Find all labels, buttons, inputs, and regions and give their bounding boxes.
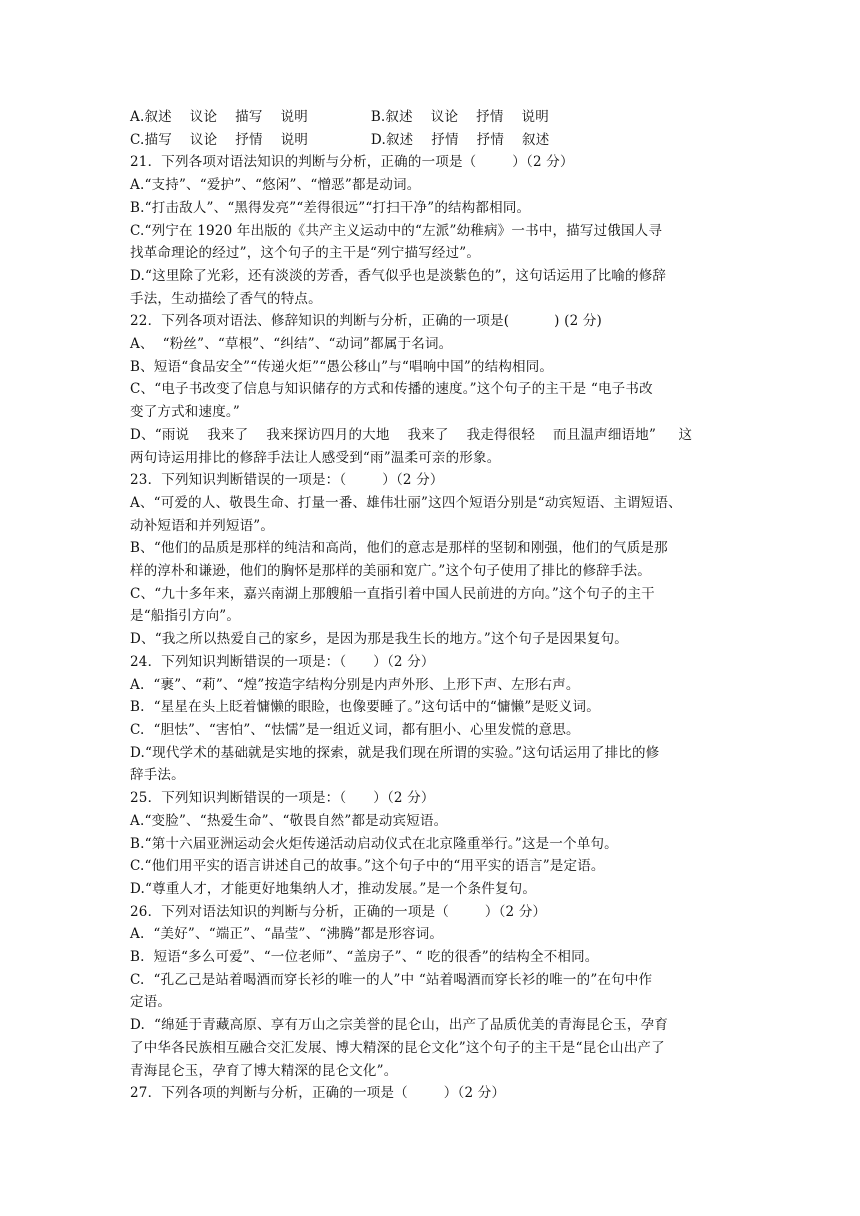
text-line: 27．下列各项的判断与分析，正确的一项是（ ）（2 分）: [130, 1085, 506, 1102]
text-line: 两句诗运用排比的修辞手法让人感受到“雨”温柔可亲的形象。: [130, 449, 501, 466]
text-line: 22．下列各项对语法、修辞知识的判断与分析，正确的一项是( ) (2 分): [130, 313, 603, 330]
text-line: C. “孔乙己是站着喝酒而穿长衫的唯一的人”中 “站着喝酒而穿长衫的唯一的”在句中作: [130, 971, 653, 988]
text-line: A. “裹”、“莉”、“煌”按造字结构分别是内声外形、上形下声、左形右声。: [130, 676, 580, 693]
text-line: 26．下列对语法知识的判断与分析，正确的一项是（ ）（2 分）: [130, 903, 547, 920]
text-line: B. 短语“多么可爱”、“一位老师”、“盖房子”、“ 吃的很香”的结构全不相同。: [130, 949, 599, 966]
text-line: 手法，生动描绘了香气的特点。: [130, 290, 322, 307]
text-line: 动补短语和并列短语”。: [130, 517, 275, 534]
text-line: D.“尊重人才，才能更好地集纳人才，推动发展。”是一个条件复句。: [130, 880, 537, 897]
question-text: [130, 106, 734, 1105]
text-line: A.叙述 议论 描写 说明 B.叙述 议论 抒情 说明: [130, 109, 549, 125]
text-line: D. “绵延于青藏高原、享有万山之宗美誉的昆仑山，出产了品质优美的青海昆仑玉，孕育: [130, 1017, 669, 1034]
text-line: C.“列宁在 1920 年出版的《共产主义运动中的“左派”幼稚病》一书中，描写过俄国人寻: [130, 222, 663, 239]
text-line: C、“九十多年来，嘉兴南湖上那艘船一直指引着中国人民前进的方向。”这个句子的主干: [130, 585, 655, 602]
text-line: B.“第十六届亚洲运动会火炬传递活动启动仪式在北京隆重举行。”这是一个单句。: [130, 835, 618, 852]
text-line: A、“可爱的人、敬畏生命、打量一番、雄伟壮丽”这四个短语分别是“动宾短语、主谓短语、: [130, 494, 682, 511]
text-line: 青海昆仑玉，孕育了博大精深的昆仑文化”。: [130, 1062, 398, 1079]
text-line: 变了方式和速度。”: [130, 404, 240, 421]
text-line: 找革命理论的经过”，这个句子的主干是“列宁描写经过”。: [130, 245, 481, 262]
text-line: 是“船指引方向”。: [130, 608, 241, 625]
text-line: B. “星星在头上眨着慵懒的眼睑，也像要睡了。”这句话中的“慵懒”是贬义词。: [130, 699, 600, 716]
text-line: C.“他们用平实的语言讲述自己的故事。”这个句子中的“用平实的语言”是定语。: [130, 858, 605, 875]
text-line: C. “胆怯”、“害怕”、“怯懦”是一组近义词，都有胆小、心里发慌的意思。: [130, 721, 580, 738]
text-line: C、“电子书改变了信息与知识储存的方式和传播的速度。”这个句子的主干是 “电子书改: [130, 381, 653, 398]
text-line: 24．下列知识判断错误的一项是：（ ）（2 分）: [130, 653, 435, 670]
text-line: B、“他们的品质是那样的纯洁和高尚，他们的意志是那样的坚韧和刚强，他们的气质是那: [130, 540, 668, 557]
text-line: B.“打击敌人”、“黑得发亮”“差得很远”“打扫干净”的结构都相同。: [130, 199, 531, 216]
text-line: 25．下列知识判断错误的一项是：（ ）（2 分）: [130, 790, 435, 807]
text-line: 辞手法。: [130, 767, 185, 784]
text-line: D.“这里除了光彩，还有淡淡的芳香，香气似乎也是淡紫色的”，这句话运用了比喻的修辞: [130, 267, 667, 284]
text-line: 了中华各民族相互融合交汇发展、博大精深的昆仑文化”这个句子的主干是“昆仑山出产了: [130, 1039, 665, 1056]
text-line: 定语。: [130, 994, 172, 1011]
text-line: A、 “粉丝”、“草根”、“纠结”、“动词”都属于名词。: [130, 336, 453, 353]
text-line: 样的淳朴和谦逊，他们的胸怀是那样的美丽和宽广。”这个句子使用了排比的修辞手法。: [130, 563, 651, 580]
text-line: A.“支持”、“爱护”、“悠闲”、“憎恶”都是动词。: [130, 177, 421, 194]
text-line: D.“现代学术的基础就是实地的探索，就是我们现在所谓的实验。”这句话运用了排比的修: [130, 744, 660, 761]
text-line: 21．下列各项对语法知识的判断与分析，正确的一项是（ ）（2 分）: [130, 154, 574, 171]
text-line: C.描写 议论 抒情 说明 D.叙述 抒情 抒情 叙述: [130, 131, 550, 148]
text-line: D、“我之所以热爱自己的家乡，是因为那是我生长的地方。”这个句子是因果复句。: [130, 631, 628, 648]
text-line: 23．下列知识判断错误的一项是：（ ）（2 分）: [130, 472, 444, 489]
text-line: A. “美好”、“端正”、“晶莹”、“沸腾”都是形容词。: [130, 926, 444, 943]
text-line: D、“雨说 我来了 我来探访四月的大地 我来了 我走得很轻 而且温声细语地” 这: [130, 426, 693, 443]
text-line: B、短语“食品安全”“传递火炬”“愚公移山”与“唱响中国”的结构相同。: [130, 358, 554, 375]
text-line: A.“变脸”、“热爱生命”、“敬畏自然”都是动宾短语。: [130, 812, 448, 829]
